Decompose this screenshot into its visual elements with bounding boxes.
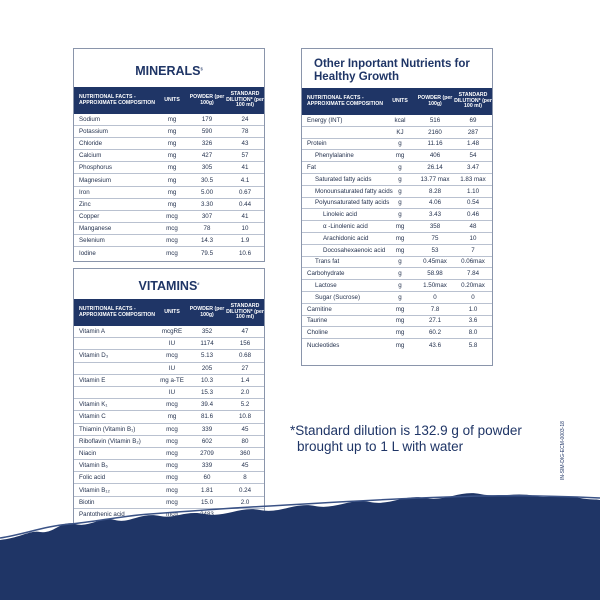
header-composition: NUTRITIONAL FACTS - APPROXIMATE COMPOSITION — [79, 93, 155, 106]
powder-value: 602 — [201, 437, 213, 445]
nutrient-name: Phenylalanine — [315, 152, 354, 160]
dilution-value: 10 — [241, 224, 249, 232]
header-dilution: STANDARD DILUTION* (per 100 ml) — [226, 90, 264, 109]
nutrient-unit: mg — [167, 116, 177, 124]
nutrient-unit: g — [398, 164, 402, 172]
table-row — [74, 436, 264, 448]
nutrient-name: Vitamin B₆ — [79, 462, 108, 470]
nutrient-name: Zinc — [79, 200, 91, 208]
nutrient-name: Iron — [79, 188, 90, 196]
nutrient-unit: mg — [395, 341, 405, 349]
vitamins-panel — [73, 268, 265, 526]
dilution-value: 4.1 — [240, 176, 250, 184]
table-row — [302, 198, 492, 210]
powder-value: 339 — [201, 425, 213, 433]
nutrient-name: Vitamin D₃ — [79, 352, 109, 360]
nutrient-unit: mcg — [166, 462, 178, 470]
table-row — [74, 363, 264, 375]
dilution-value: 27 — [241, 364, 249, 372]
powder-value: 43.6 — [428, 341, 442, 349]
nutrient-name: Nucleotides — [307, 341, 340, 349]
header-dilution: STANDARD DILUTION* (per 100 ml) — [226, 302, 264, 321]
table-row — [74, 399, 264, 411]
nutrient-name: Protein — [307, 140, 327, 148]
dilution-value: 0.67 — [238, 188, 252, 196]
nutrient-name: Monounsaturated fatty acids — [315, 187, 393, 195]
nutrient-name: Thiamin (Vitamin B₁) — [79, 425, 136, 433]
dilution-value: 0.68 — [238, 352, 252, 360]
powder-value: 427 — [201, 152, 213, 160]
powder-value: 205 — [201, 364, 213, 372]
dilution-value: 1.4 — [240, 376, 250, 384]
nutrient-unit: mcg — [166, 474, 178, 482]
table-row — [302, 257, 492, 269]
header-powder: POWDER (per 100g) — [189, 93, 225, 106]
nutrient-name: Sugar (Sucrose) — [315, 293, 361, 301]
nutrient-unit: mg — [167, 128, 177, 136]
nutrient-name: Biotin — [79, 498, 95, 506]
powder-value: 406 — [429, 152, 441, 160]
nutrient-unit: mcg — [166, 236, 178, 244]
powder-value: 58.98 — [427, 270, 443, 278]
powder-value: 10.3 — [200, 376, 214, 384]
powder-value: 14.3 — [200, 236, 214, 244]
nutrient-name: Lactose — [315, 282, 337, 290]
powder-value: 3.30 — [200, 200, 214, 208]
dilution-value: 41 — [241, 212, 249, 220]
nutrient-unit: mg — [395, 317, 405, 325]
header-units: UNITS — [164, 96, 180, 103]
powder-value: 352 — [201, 328, 213, 336]
dilution-value: 24 — [241, 116, 249, 124]
nutrient-unit: mg — [167, 152, 177, 160]
powder-value: 53 — [431, 246, 439, 254]
dilution-value: 47 — [241, 328, 249, 336]
other-nutrients-panel — [301, 48, 493, 366]
table-row — [74, 138, 264, 150]
dilution-value: 287 — [467, 128, 479, 136]
nutrient-name: Vitamin K₁ — [79, 401, 108, 409]
header-composition: NUTRITIONAL FACTS - APPROXIMATE COMPOSITION — [79, 305, 155, 318]
powder-value: 179 — [201, 116, 213, 124]
nutrient-unit: mg — [395, 234, 405, 242]
dilution-value: 0.06max — [461, 258, 485, 266]
nutrient-name: Sodium — [79, 116, 100, 124]
table-row — [302, 245, 492, 257]
nutrient-name: Energy (INT) — [307, 116, 343, 124]
dilution-value: 1.0 — [468, 305, 478, 313]
table-row — [74, 174, 264, 186]
powder-value: 7.8 — [430, 305, 440, 313]
powder-value: 0.45max — [423, 258, 447, 266]
table-row — [302, 115, 492, 127]
nutrient-unit: mg — [395, 246, 405, 254]
powder-value: 339 — [201, 462, 213, 470]
powder-value: 8.28 — [428, 187, 442, 195]
dilution-value: 57 — [241, 152, 249, 160]
dilution-value: 1.48 — [466, 140, 480, 148]
table-row — [302, 280, 492, 292]
nutrient-name: Vitamin C — [79, 413, 106, 421]
nutrient-name: Chloride — [79, 140, 103, 148]
table-row — [302, 162, 492, 174]
dilution-value: 2.0 — [240, 389, 250, 397]
powder-value: 5.13 — [200, 352, 214, 360]
note-line-1: *Standard dilution is 132.9 g of powder — [290, 423, 522, 438]
powder-value: 39.4 — [200, 401, 214, 409]
powder-value: 75 — [431, 234, 439, 242]
table-row — [302, 316, 492, 328]
note-line-2: brought up to 1 L with water — [297, 439, 464, 454]
powder-value: 1174 — [200, 340, 214, 348]
dilution-value: 10 — [469, 234, 477, 242]
nutrient-name: α -Linolenic acid — [323, 223, 368, 231]
nutrient-unit: kcal — [394, 116, 406, 124]
nutrient-unit: mcg — [166, 249, 178, 257]
dilution-value: 5.2 — [240, 401, 250, 409]
table-row — [302, 233, 492, 245]
nutrient-name: Folic acid — [79, 474, 106, 482]
powder-value: 4.06 — [428, 199, 442, 207]
nutrient-unit: mcg — [166, 449, 178, 457]
dilution-value: 0.54 — [466, 199, 480, 207]
header-composition: NUTRITIONAL FACTS - APPROXIMATE COMPOSITION — [307, 94, 383, 107]
table-row — [302, 127, 492, 139]
nutrient-unit: g — [398, 187, 402, 195]
table-row — [74, 448, 264, 460]
nutrient-unit: KJ — [396, 128, 404, 136]
powder-value: 5.00 — [200, 188, 214, 196]
powder-value: 590 — [201, 128, 213, 136]
nutrient-name: Polyunsaturated fatty acids — [315, 199, 390, 207]
powder-value: 30.5 — [200, 176, 214, 184]
dilution-value: 45 — [241, 425, 249, 433]
powder-value: 3.43 — [428, 211, 442, 219]
table-row — [302, 209, 492, 221]
nutrient-name: Fat — [307, 164, 316, 172]
dilution-value: 0.24 — [238, 486, 252, 494]
table-row — [74, 375, 264, 387]
table-row — [74, 326, 264, 338]
powder-value: 307 — [201, 212, 213, 220]
nutrient-name: Carbohydrate — [307, 270, 345, 278]
nutrient-unit: g — [398, 175, 402, 183]
nutrient-unit: mcg — [166, 498, 178, 506]
powder-value: 305 — [201, 164, 213, 172]
table-row — [74, 199, 264, 211]
dilution-value: 2.0 — [240, 498, 250, 506]
other-header — [302, 88, 492, 115]
powder-value: 79.5 — [200, 249, 214, 257]
table-row — [74, 235, 264, 247]
nutrient-unit: mcg — [166, 224, 178, 232]
nutrient-name: Docosahexaenoic acid — [323, 246, 386, 254]
vitamins-title: VITAMINS# — [138, 279, 200, 293]
nutrient-name: Choline — [307, 329, 328, 337]
powder-value: 15.0 — [200, 498, 214, 506]
dilution-value: 7 — [471, 246, 475, 254]
other-rows — [302, 115, 492, 351]
powder-value: 13.77 max — [420, 175, 450, 183]
minerals-title: MINERALS§ — [135, 64, 203, 78]
nutrient-unit: mcg — [166, 437, 178, 445]
powder-value: 15.3 — [200, 389, 214, 397]
nutrient-unit: mcg — [166, 511, 178, 519]
table-row — [74, 162, 264, 174]
nutrient-unit: g — [398, 258, 402, 266]
nutrient-name: Arachidonic acid — [323, 234, 369, 242]
nutrient-unit: g — [398, 293, 402, 301]
nutrient-name: Trans fat — [315, 258, 340, 266]
nutrient-unit: mcg — [166, 486, 178, 494]
table-row — [302, 221, 492, 233]
powder-value: 60 — [203, 474, 211, 482]
dilution-value: 0.20max — [461, 282, 485, 290]
nutrient-unit: mg — [395, 152, 405, 160]
table-row — [74, 387, 264, 399]
nutrient-name: Phosphorus — [79, 164, 113, 172]
nutrient-unit: mcgRE — [161, 328, 183, 336]
nutrient-unit: IU — [168, 340, 176, 348]
nutrient-unit: mg — [395, 329, 405, 337]
header-dilution: STANDARD DILUTION* (per 100 ml) — [454, 91, 492, 110]
wave-decoration — [0, 490, 600, 600]
dilution-value: 5.8 — [468, 341, 478, 349]
header-units: UNITS — [164, 308, 180, 315]
dilution-value: 1.83 max — [460, 175, 486, 183]
table-row — [74, 150, 264, 162]
table-row — [74, 247, 264, 259]
table-row — [74, 460, 264, 472]
nutrient-name: Carnitine — [307, 305, 332, 313]
dilution-value: 156 — [239, 340, 251, 348]
table-row — [74, 126, 264, 138]
nutrient-unit: mg — [167, 413, 177, 421]
table-row — [74, 114, 264, 126]
nutrient-unit: g — [398, 199, 402, 207]
powder-value: 516 — [429, 116, 441, 124]
nutrient-unit: g — [398, 282, 402, 290]
standard-dilution-note — [290, 423, 522, 455]
powder-value: 326 — [201, 140, 213, 148]
table-row — [302, 186, 492, 198]
table-row — [302, 327, 492, 339]
powder-value: 11.16 — [427, 140, 443, 148]
table-row — [74, 223, 264, 235]
document-code: IN-SIM-DIG-ECM-0003-18 — [560, 421, 566, 480]
powder-value: 1.81 — [200, 486, 214, 494]
dilution-value: 10.6 — [238, 249, 252, 257]
dilution-value: 0.44 — [238, 200, 252, 208]
table-row — [74, 211, 264, 223]
nutrient-name: Pantothenic acid — [79, 511, 125, 519]
nutrient-unit: IU — [168, 364, 176, 372]
dilution-value: 7.84 — [466, 270, 480, 278]
nutrient-unit: mg — [167, 140, 177, 148]
nutrient-unit: IU — [168, 389, 176, 397]
powder-value: 1.50max — [423, 282, 447, 290]
powder-value: 78 — [203, 224, 211, 232]
nutrient-unit: mcg — [166, 352, 178, 360]
dilution-value: 8.0 — [468, 329, 478, 337]
header-powder: POWDER (per 100g) — [417, 94, 453, 107]
powder-value: 81.6 — [200, 413, 214, 421]
nutrient-name: Vitamin E — [79, 376, 106, 384]
dilution-value: 1.10 — [466, 187, 480, 195]
dilution-value: 0.46 — [466, 211, 480, 219]
powder-value: 27.1 — [428, 317, 442, 325]
dilution-value: 54 — [469, 152, 477, 160]
dilution-value: 41 — [241, 164, 249, 172]
nutrient-unit: mg — [167, 176, 177, 184]
dilution-value: 8 — [243, 474, 247, 482]
dilution-value: 80 — [241, 437, 249, 445]
nutrient-name: Taurine — [307, 317, 328, 325]
wave-shape — [0, 493, 600, 600]
dilution-value: 3.47 — [466, 164, 480, 172]
nutrient-name: Potassium — [79, 128, 108, 136]
nutrient-unit: g — [398, 211, 402, 219]
table-row — [74, 411, 264, 423]
nutrient-name: Magnesium — [79, 176, 111, 184]
dilution-value: 0 — [471, 293, 475, 301]
nutrient-unit: mg — [167, 188, 177, 196]
dilution-value: 10.8 — [238, 413, 252, 421]
nutrient-unit: mg — [167, 200, 177, 208]
dilution-value: 69 — [469, 116, 477, 124]
nutrient-name: Vitamin A — [79, 328, 106, 336]
nutrient-unit: mg — [395, 223, 405, 231]
vitamins-header — [74, 299, 264, 326]
table-row — [74, 350, 264, 362]
nutrient-name: Riboflavin (Vitamin B₂) — [79, 437, 141, 445]
table-row — [302, 150, 492, 162]
dilution-value: 43 — [241, 140, 249, 148]
nutrient-unit: mcg — [166, 425, 178, 433]
nutrient-name: Vitamin B₁₂ — [79, 486, 110, 494]
powder-value: 2160 — [428, 128, 442, 136]
dilution-value: 45 — [241, 462, 249, 470]
header-units: UNITS — [392, 97, 408, 104]
other-nutrients-title: Other Inportant Nutrients for Healthy Growth — [314, 58, 470, 83]
table-row — [302, 292, 492, 304]
table-row — [302, 139, 492, 151]
table-row — [74, 424, 264, 436]
powder-value: 60.2 — [428, 329, 442, 337]
nutrient-name: Copper — [79, 212, 100, 220]
table-row — [74, 338, 264, 350]
nutrient-unit: mcg — [166, 401, 178, 409]
nutrient-name: Linoleic acid — [323, 211, 358, 219]
nutrient-name: Saturated fatty acids — [315, 175, 372, 183]
nutrient-unit: mg — [395, 305, 405, 313]
nutrient-name: Niacin — [79, 449, 97, 457]
dilution-value: 1.9 — [240, 236, 250, 244]
table-row — [302, 339, 492, 351]
nutrient-unit: mcg — [166, 212, 178, 220]
powder-value: 358 — [429, 223, 441, 231]
minerals-rows — [74, 114, 264, 259]
dilution-value: 78 — [241, 128, 249, 136]
powder-value: 2709 — [200, 449, 214, 457]
table-row — [74, 472, 264, 484]
table-row — [74, 187, 264, 199]
header-powder: POWDER (per 100g) — [189, 305, 225, 318]
nutrient-name: Selenium — [79, 236, 105, 244]
minerals-header — [74, 87, 264, 114]
nutrient-name: Iodine — [79, 249, 96, 257]
powder-value: 0 — [433, 293, 437, 301]
powder-value: 26.14 — [427, 164, 443, 172]
table-row — [302, 174, 492, 186]
nutrient-name: Calcium — [79, 152, 102, 160]
nutrient-unit: g — [398, 140, 402, 148]
nutrient-unit: mg a-TE — [160, 376, 184, 384]
nutrient-unit: mg — [167, 164, 177, 172]
dilution-value: 360 — [239, 449, 251, 457]
table-row — [302, 268, 492, 280]
minerals-panel — [73, 48, 265, 262]
nutrient-name: Manganese — [79, 224, 112, 232]
nutrient-unit: g — [398, 270, 402, 278]
table-row — [302, 304, 492, 316]
dilution-value: 3.6 — [468, 317, 478, 325]
dilution-value: 48 — [469, 223, 477, 231]
